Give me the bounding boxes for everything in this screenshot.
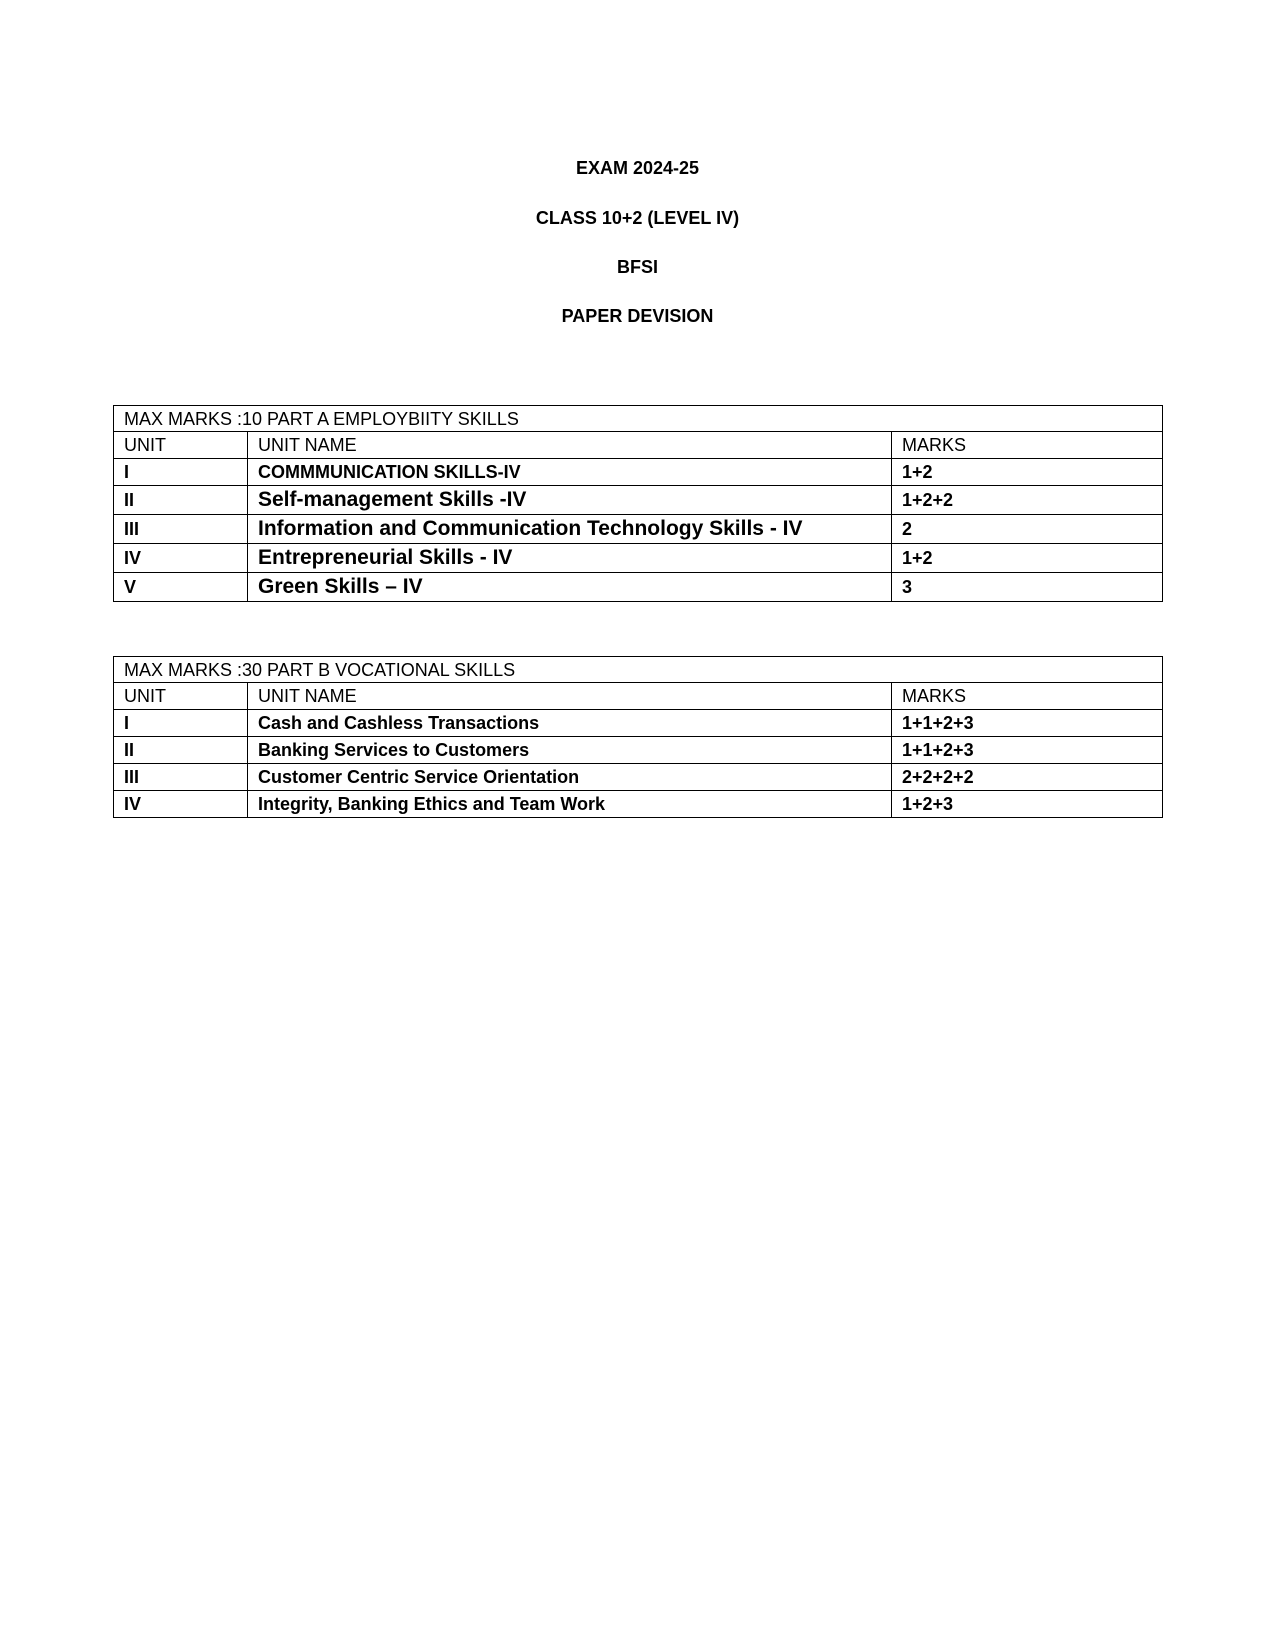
- column-header-unit: UNIT: [114, 683, 248, 710]
- marks-cell: 1+2: [892, 459, 1163, 486]
- table-header-row: [114, 683, 1163, 710]
- table-row: [114, 486, 1163, 515]
- column-header-unit-name: UNIT NAME: [248, 432, 892, 459]
- table-row: [114, 710, 1163, 737]
- page-title: PAPER DEVISION: [561, 306, 714, 326]
- unit-name-cell: Green Skills – IV: [248, 573, 892, 602]
- unit-name-cell: Self-management Skills -IV: [248, 486, 892, 515]
- marks-cell: 1+2: [892, 544, 1163, 573]
- unit-name-cell: Banking Services to Customers: [248, 737, 892, 764]
- unit-name-cell: Customer Centric Service Orientation: [248, 764, 892, 791]
- part-b-caption: MAX MARKS :30 PART B VOCATIONAL SKILLS: [114, 657, 1163, 683]
- unit-name-cell: Integrity, Banking Ethics and Team Work: [248, 791, 892, 818]
- unit-name-cell: Entrepreneurial Skills - IV: [248, 544, 892, 573]
- table-row: [114, 764, 1163, 791]
- unit-cell: I: [114, 459, 248, 486]
- unit-cell: IV: [114, 544, 248, 573]
- unit-cell: IV: [114, 791, 248, 818]
- subject-heading: BFSI: [616, 257, 658, 277]
- table-row: [114, 737, 1163, 764]
- table-row: [114, 515, 1163, 544]
- marks-cell: 3: [892, 573, 1163, 602]
- table-caption-row: [114, 406, 1163, 432]
- unit-cell: II: [114, 737, 248, 764]
- unit-cell: I: [114, 710, 248, 737]
- marks-cell: 1+1+2+3: [892, 737, 1163, 764]
- marks-cell: 2+2+2+2: [892, 764, 1163, 791]
- column-header-unit: UNIT: [114, 432, 248, 459]
- table-row: [114, 573, 1163, 602]
- table-row: [114, 544, 1163, 573]
- unit-cell: III: [114, 515, 248, 544]
- table-row: [114, 459, 1163, 486]
- table-header-row: [114, 432, 1163, 459]
- table-row: [114, 791, 1163, 818]
- marks-cell: 1+2+2: [892, 486, 1163, 515]
- exam-heading: EXAM 2024-25: [575, 158, 700, 178]
- unit-cell: III: [114, 764, 248, 791]
- part-a-table: [113, 405, 1163, 602]
- unit-name-cell: Cash and Cashless Transactions: [248, 710, 892, 737]
- part-b-table: [113, 656, 1163, 818]
- column-header-unit-name: UNIT NAME: [248, 683, 892, 710]
- marks-cell: 1+2+3: [892, 791, 1163, 818]
- column-header-marks: MARKS: [892, 432, 1163, 459]
- unit-cell: II: [114, 486, 248, 515]
- table-caption-row: [114, 657, 1163, 683]
- unit-name-cell: COMMMUNICATION SKILLS-IV: [248, 459, 892, 486]
- unit-name-cell: Information and Communication Technology Skills - IV: [248, 515, 892, 544]
- marks-cell: 2: [892, 515, 1163, 544]
- unit-cell: V: [114, 573, 248, 602]
- column-header-marks: MARKS: [892, 683, 1163, 710]
- part-a-caption: MAX MARKS :10 PART A EMPLOYBIITY SKILLS: [114, 406, 1163, 432]
- marks-cell: 1+1+2+3: [892, 710, 1163, 737]
- class-heading: CLASS 10+2 (LEVEL IV): [535, 208, 740, 228]
